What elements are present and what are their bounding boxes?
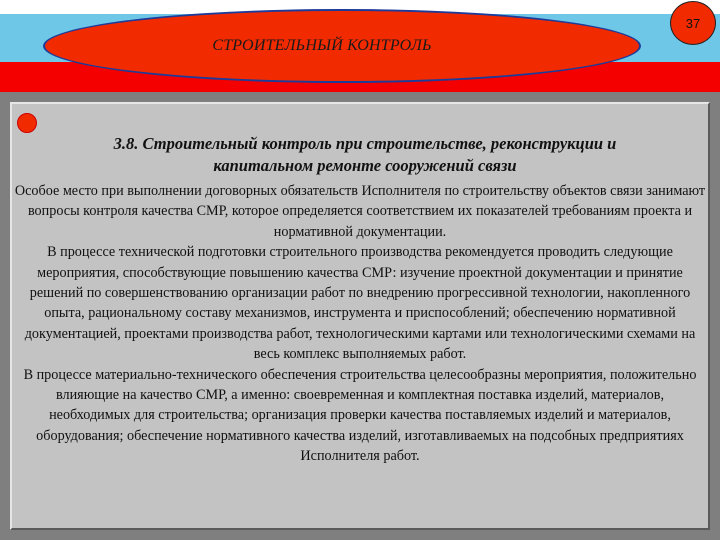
slide-title: СТРОИТЕЛЬНЫЙ КОНТРОЛЬ xyxy=(212,37,432,54)
page-number: 37 xyxy=(670,1,716,45)
bullet-dot-icon xyxy=(17,113,37,133)
paragraph-material-supply: В процессе материально-технического обеспечения строительства целесообразны мероприятия, положительно влияющие на качество СМР, а именно: своевременная и комплектная поставка изделий, материалов, необходимых для строительства; организация проверки качества поставляемых изделий и материалов, оборудования; обеспечение нормативного качества изделий, изготавливаемых на подсобных предприятиях Исполнителя работ. xyxy=(23,366,697,465)
section-heading-line1: 3.8. Строительный контроль при строительстве, реконструкции и xyxy=(113,134,617,153)
body-text xyxy=(14,181,706,467)
section-heading-line2: капитальном ремонте сооружений связи xyxy=(213,156,517,175)
paragraph-quality-control: Особое место при выполнении договорных обязательств Исполнителя по строительству объектов связи занимают вопросы контроля качества СМР, которое определяется соответствием их показателей требованиям проекта и нормативной документации. xyxy=(14,183,706,240)
section-heading xyxy=(30,133,700,177)
paragraph-technical-preparation: В процессе технической подготовки строительного производства рекомендуется проводить следующие мероприятия, способствующие повышению качества СМР: изучение проектной документации и принятие решений по совершенствованию организации работ по внедрению прогрессивной технологии, накопленного опыта, рациональному составу механизмов, инструмента и приспособлений; обеспечению нормативной документацией, проектами производства работ, технологическими картами или технологическими схемами на весь комплекс выполняемых работ. xyxy=(24,244,696,363)
